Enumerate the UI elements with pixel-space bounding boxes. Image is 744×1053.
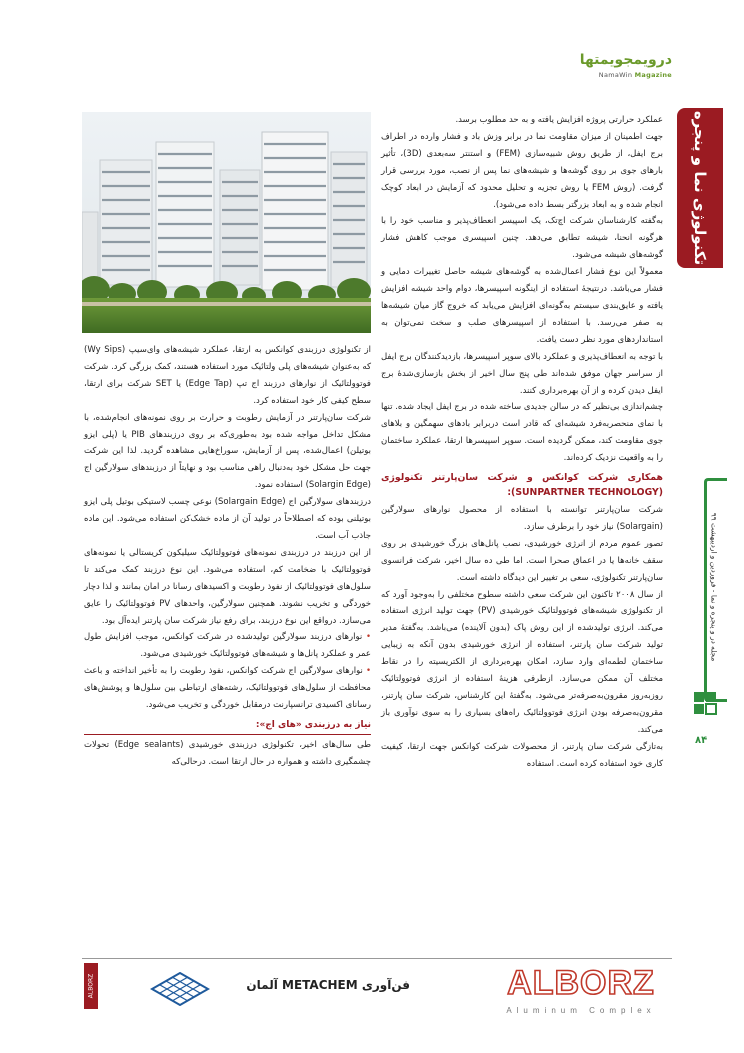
issue-line: مجله در و پنجره و نما - فروردین و اردیبهشت ۹۹ <box>709 512 719 662</box>
magazine-logo <box>578 52 672 82</box>
building-photo <box>82 112 371 333</box>
paragraph: از تکنولوژی درزبندی کوانکس به ارتقا، عملکرد شیشه‌های وای‌سیپ (Wy Sips) که به‌عنوان شیشه‌های پلی ولتائیک مورد استفاده هستند، کمک بزرگی کرد. شرکت فوتوولتائیک از نوارهای درزبند اج تپ (Edge Tap) یا SET شرکت برای ارتقا، سطح کیفی کار خود استفاده کرد. <box>84 345 371 406</box>
paragraph: به‌تازگی شرکت سان پارتنر، از محصولات شرکت کوانکس جهت ارتقا، کیفیت کاری خود استفاده کرده است. استفاده <box>381 741 663 769</box>
logo-sub-suffix: Magazine <box>634 71 672 79</box>
paragraph: تصور عموم مردم از انرژی خورشیدی، نصب پانل‌های بزرگ خورشیدی بر روی سقف خانه‌ها یا در اعماق صحرا است. اما طی ده سال اخیر، شرکت فرانسوی سان‌پارتنر تکنولوژی، سعی بر تغییر این دیدگاه داشته است. <box>381 538 663 583</box>
grid-icon <box>692 690 718 720</box>
paragraph: به‌گفته کارشناسان شرکت اچ‌تک، یک اسپیسر انعطاف‌پذیر و مناسب خود را با هرگونه انحنا، شیشه تطابق می‌دهد. چنین اسپیسری موجب کاهش فشار گوشه‌های شیشه می‌شود. <box>381 216 663 261</box>
section-heading: نیاز به درزبندی «های اج»: <box>84 718 371 735</box>
paragraph: معمولاً این نوع فشار اعمال‌شده به گوشه‌های شیشه حاصل تغییرات دمایی و فشار می‌باشد. درنتیجهٔ استفاده از اینگونه اسپیسرها، دوام واحد شیشه افزایش یافته و عایق‌بندی سیستم به‌گونه‌ای افزایش می‌یابد که خروج گاز میان شیشه‌ها به صفر می‌رسد. با استفاده از اسپیسرهای صلب و سخت نمی‌توان به استانداردهای مورد نظر دست یافت. <box>381 267 663 345</box>
paragraph: از این درزبند در درزبندی نمونه‌های فوتوولتائیک سیلیکون کریستالی یا نمونه‌های فوتوولتائیک با ضخامت کم، استفاده می‌شود. این نوع درزبند کمک می‌کند تا سلول‌های فوتوولتائیک از نفوذ رطوبت و اکسیدهای رسانا در امان بمانند و لذا دچار خوردگی و تخریب نشوند. همچنین سولارگین، واحدهای PV فوتوولتائیک را عایق می‌سازد. درواقع این نوع درزبند، برای رفع نیاز شرکت سان پارتنر ایده‌آل بود. <box>84 547 371 626</box>
magazine-logo-subtitle <box>599 71 672 79</box>
alborz-wordmark: ALBORZ <box>507 964 655 1002</box>
paragraph: عملکرد حرارتی پروژه افزایش یافته و به حد مطلوب برسد. <box>455 115 663 125</box>
alborz-logo <box>495 963 667 1018</box>
footer-side-strip <box>84 963 98 1009</box>
section-tab-label: تکنولوژی نما و پنجره <box>691 110 709 266</box>
footer-divider <box>82 958 672 959</box>
logo-sub-prefix: NamaWin <box>598 71 633 79</box>
section-heading: همکاری شرکت کوانکس و شرکت سان‌پارتنر تکنولوژی (SUNPARTNER TECHNOLOGY): <box>381 472 663 499</box>
page-number: ۸۴ <box>695 735 708 746</box>
bullet-item <box>84 629 371 663</box>
footer-strip-text: ALBORZ <box>87 973 95 999</box>
paragraph: جهت اطمینان از میزان مقاومت نما در برابر وزش باد و فشار وارده در اطراف برج ایفل، از طریق روش شبیه‌سازی (FEM) و استنتر سه‌بعدی (3D)، تأثیر بارهای جوی بر روی گوشه‌ها و شیشه‌های نما پس از نصب، مورد بررسی قرار گرفت. (روش FEM یا روش تجزیه و تحلیل محدود که آزمایش در ابعاد کوچک انجام شده و به ابعاد بزرگتر بسط داده می‌شود). <box>381 131 664 210</box>
bullet-text: نوارهای درزبند سولارگین تولیدشده در شرکت کوانکس، موجب افزایش طول عمر و عملکرد پانل‌ها و شیشه‌های فوتوولتائیک خورشیدی می‌شود. <box>84 632 371 660</box>
bullet-icon: • <box>362 666 371 677</box>
bullet-icon: • <box>362 632 372 643</box>
alborz-subtitle: Aluminum Complex <box>506 1006 656 1015</box>
paragraph: درزبندهای سولارگین اج (Solargain Edge) نوعی چسب لاستیکی بوتیل پلی ایزو بوتیلنی بوده که اصطلاحاً در تولید آن از ماده خشک‌کن استفاده می‌شود. این ماده جاذب آب است. <box>84 497 371 541</box>
paragraph: شرکت سان‌پارتنر در آزمایش رطوبت و حرارت بر روی نمونه‌های انجام‌شده، با مشکل تداخل مواجه شده بود به‌طوری‌که بر روی درزبندهای PIB یا (پلی ایزو بوتیلن) اعمال‌شده، پس از آزمایش، سوراخ‌هایی مشاهده گردید. لذا این شرکت جهت حل مشکل خود به‌دنبال راهی مناسب بود و نهایتاً از درزبندهای سولارگین اج (Solargin Edge) استفاده نمود. <box>84 412 371 491</box>
right-column <box>381 112 663 773</box>
magazine-logo-title: درویمجویمتها <box>579 52 672 68</box>
paragraph: از سال ۲۰۰۸ تاکنون این شرکت سعی داشته سطوح مختلفی را به‌وجود آورد که از تکنولوژی شیشه‌های فوتوولتائیک خورشیدی (PV) جهت تولید انرژی استفاده می‌کند. انرژی تولیدشده از این روش پاک (بدون آلاینده) می‌باشد. به‌گفتهٔ مدیر تولید شرکت سان پارتنر، استفاده از انرژی خورشیدی بدون آنکه به زیبایی ساختمان لطمه‌ای وارد سازد، امکان بهره‌برداری از الکتریسیته را در نقاط مختلف آن ممکن می‌سازد. ازطرفی هزینهٔ استفاده از انرژی فوتوولتائیک روزبه‌روز مقرون‌به‌صرفه‌تر می‌شود. به‌گفتهٔ این کارشناس، شرکت سان پارتنر، مقرون‌به‌صرفه بودن انرژی فوتوولتائیک راه‌های بسیاری را به سوی نوآوری باز می‌کند. <box>381 589 664 735</box>
bullet-item <box>84 663 371 714</box>
section-tab <box>677 108 723 268</box>
metachem-caption: فن‌آوری METACHEM آلمان <box>246 978 410 992</box>
left-column <box>84 342 371 771</box>
paragraph: چشم‌اندازی بی‌نظیر که در سالن جدیدی ساخته شده در برج ایفل ایجاد شده. تنها با نمای منحصربه‌فرد شیشه‌ای که قادر است دربرابر بادهای سهمگین و بلاهای جوی مقاومت کند، ممکن گردیده است. سوپر اسپیسرها ارتقا، عملکرد ساختمان را به واقعیت نزدیک کرده‌اند. <box>381 402 663 464</box>
paragraph: طی سال‌های اخیر، تکنولوژی درزبندی خورشیدی (Edge sealants) تحولات چشمگیری داشته و همواره در حال ارتقا است. درحالی‌که <box>84 739 371 767</box>
paragraph: با توجه به انعطاف‌پذیری و عملکرد بالای سوپر اسپیسرها، بازدیدکنندگان برج ایفل از سراسر جهان موفق شده‌اند طی پنج سال اخیر از بخش بازسازی‌شدهٔ برج ایفل دیدن کرده و از آن بهره‌برداری کنند. <box>381 351 663 396</box>
metachem-logo <box>150 972 210 1006</box>
paragraph: شرکت سان‌پارتنر توانسته با استفاده از محصول نوارهای سولارگین (Solargain) نیاز خود را برطرف سازد. <box>381 505 663 532</box>
bullet-text: نوارهای سولارگین اج شرکت کوانکس، نفوذ رطوبت را به تأخیر انداخته و باعث محافظت از سلول‌های فوتوولتائیک، رشته‌های ارتباطی بین سلول‌ها و پوشش‌های رسانای اکسیدی ترانسپارنت درمقابل خوردگی و تخریب می‌شود. <box>84 666 371 711</box>
